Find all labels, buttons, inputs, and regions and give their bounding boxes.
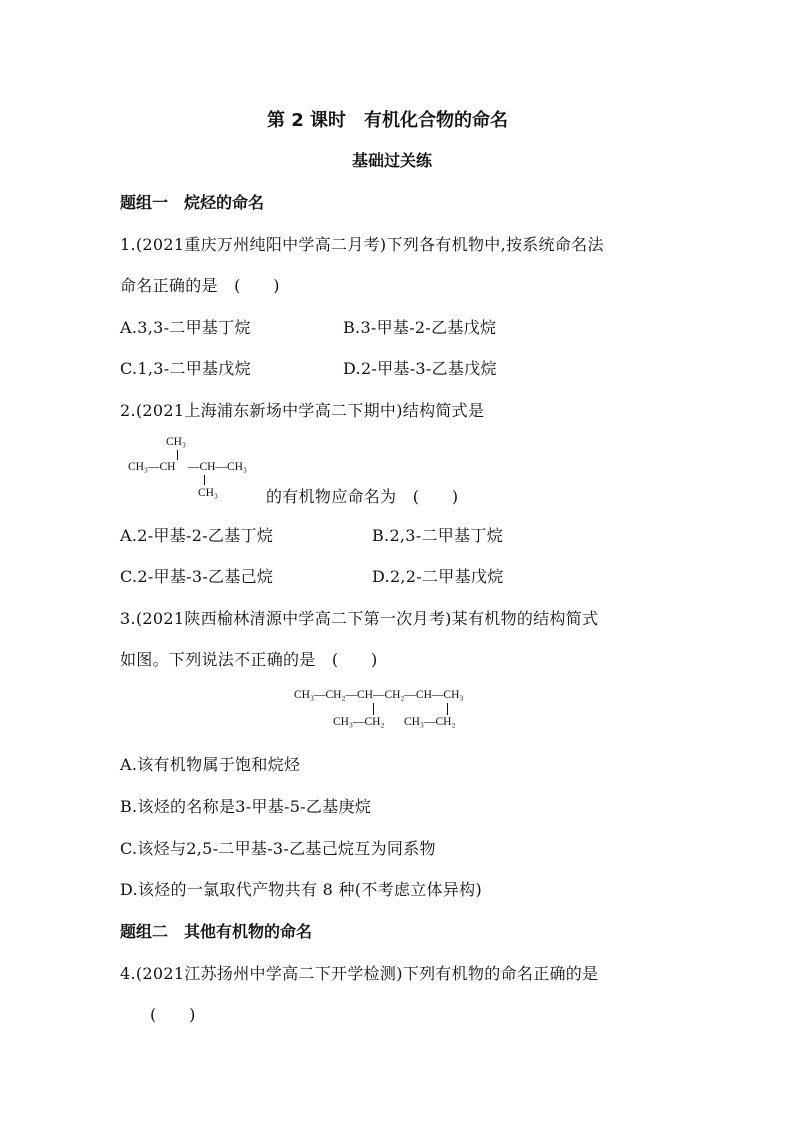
question-1-option-a[interactable]: A.3,3-二甲基丁烷 [120,318,251,337]
structure-2-bottom-methyl: CH₃ [198,487,218,499]
question-1-line-2: 命名正确的是 ( ) [120,276,280,295]
group-1-heading: 题组一 烷烃的命名 [120,193,265,212]
structure-2-top-methyl: CH₃ [166,436,186,448]
question-2-option-b[interactable]: B.2,3-二甲基丁烷 [372,526,503,545]
question-2-line-1: 2.(2021上海浦东新场中学高二下期中)结构简式是 [120,401,485,420]
question-1-option-c[interactable]: C.1,3-二甲基戊烷 [120,359,251,378]
structure-3-bond-2 [447,703,448,715]
question-4-line-1: 4.(2021江苏扬州中学高二下开学检测)下列有机物的命名正确的是 [120,964,599,983]
question-3-line-2: 如图。下列说法不正确的是 ( ) [120,650,378,669]
question-3-line-1: 3.(2021陕西榆林清源中学高二下第一次月考)某有机物的结构简式 [120,609,599,628]
structure-3-bond-1 [373,703,374,715]
structure-2-main-right: —CH—CH₃ [188,461,247,473]
structure-2-bond-up [177,450,178,460]
structure-3-main-chain: CH₃—CH₂—CH—CH₂—CH—CH₃ [294,689,464,701]
question-2-option-d[interactable]: D.2,2-二甲基戊烷 [372,567,504,586]
question-1-option-b[interactable]: B.3-甲基-2-乙基戊烷 [343,318,497,337]
question-3-option-c[interactable]: C.该烃与2,5-二甲基-3-乙基己烷互为同系物 [120,839,436,858]
group-2-heading: 题组二 其他有机物的命名 [120,922,313,941]
structure-3-branch-2: CH₃—CH₂ [404,716,456,728]
question-3-option-b[interactable]: B.该烃的名称是3-甲基-5-乙基庚烷 [120,797,372,816]
question-1-option-d[interactable]: D.2-甲基-3-乙基戊烷 [343,359,497,378]
question-3-option-d[interactable]: D.该烃的一氯取代产物共有 8 种(不考虑立体异构) [120,880,482,899]
question-4-line-2: ( ) [150,1005,196,1024]
question-2-option-c[interactable]: C.2-甲基-3-乙基己烷 [120,567,274,586]
structure-2-main-left: CH₃—CH [128,461,176,473]
page-subtitle: 基础过关练 [352,151,433,170]
structure-2-bond-down [204,475,205,485]
question-2-option-a[interactable]: A.2-甲基-2-乙基丁烷 [120,526,274,545]
structure-3-branch-1: CH₃—CH₂ [333,716,385,728]
question-2-line-2: 的有机物应命名为 ( ) [266,487,459,506]
question-1-line-1: 1.(2021重庆万州纯阳中学高二月考)下列各有机物中,按系统命名法 [120,235,604,254]
page-title: 第 2 课时 有机化合物的命名 [267,110,509,131]
question-3-option-a[interactable]: A.该有机物属于饱和烷烃 [120,755,301,774]
